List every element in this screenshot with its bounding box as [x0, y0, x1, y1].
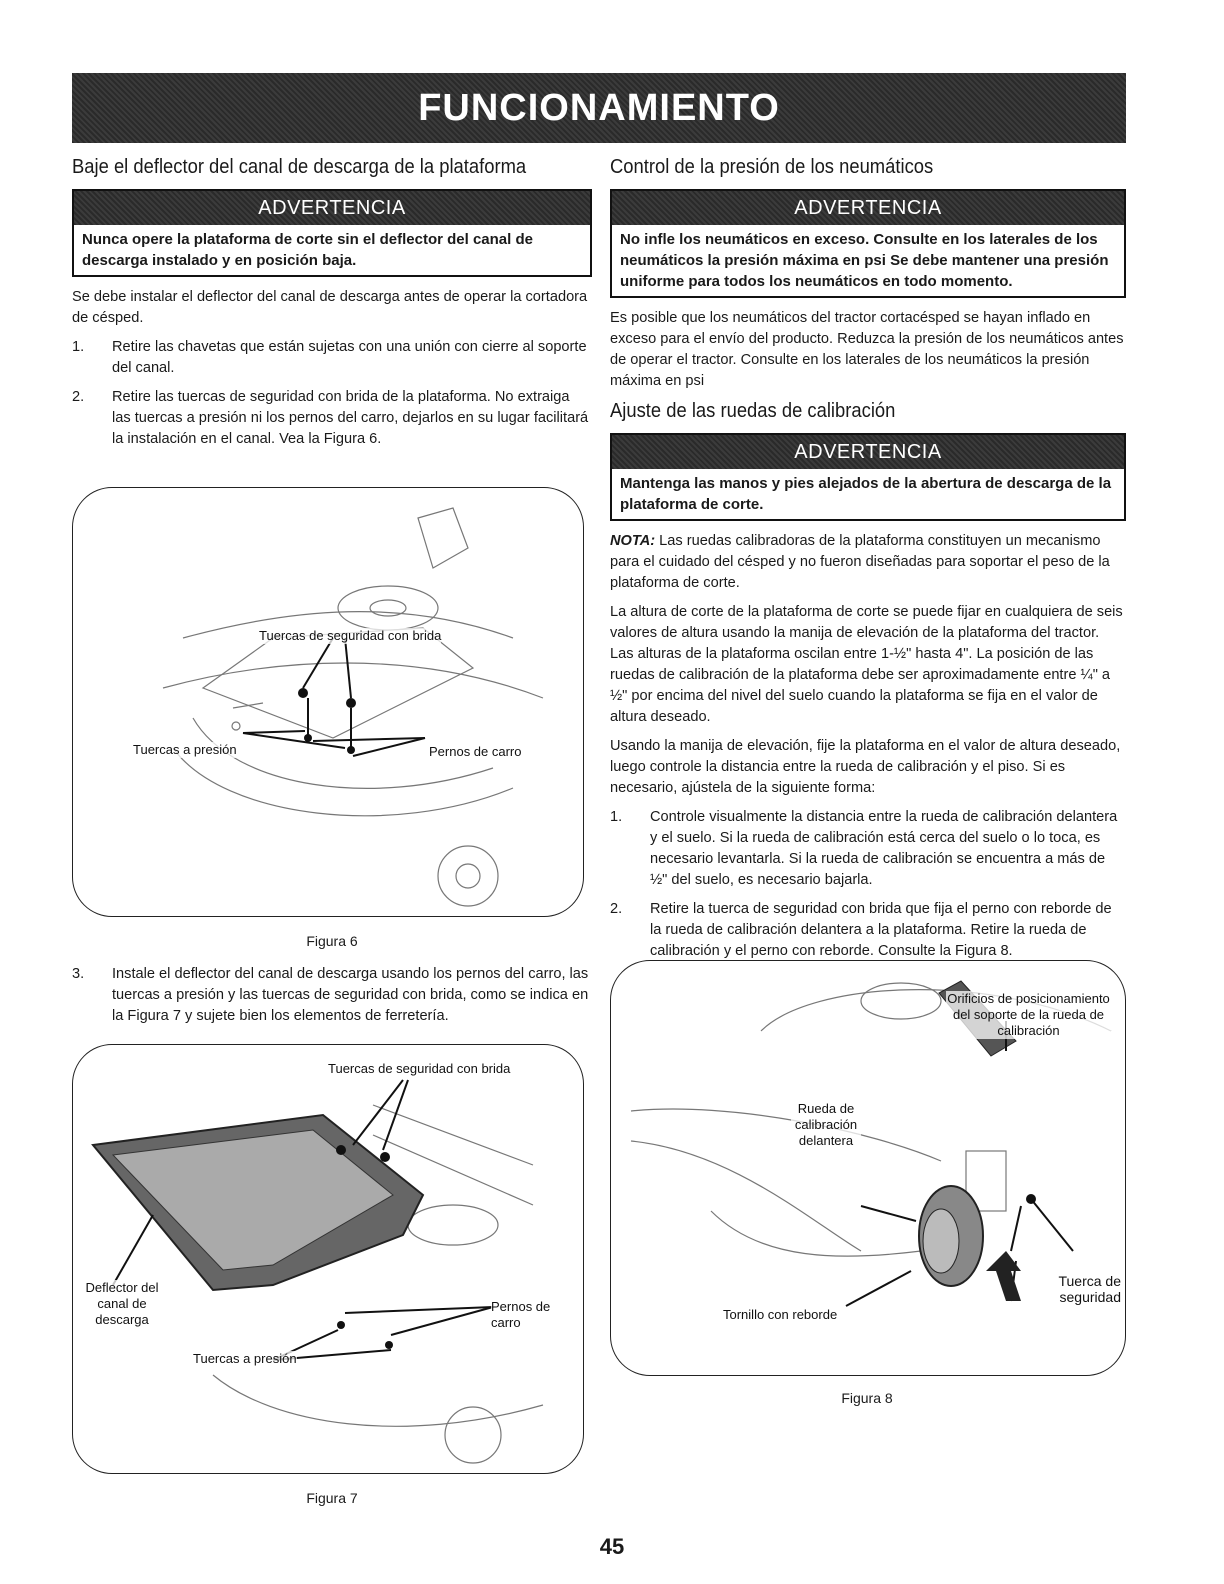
left-column — [72, 156, 592, 458]
left-warning-head: ADVERTENCIA — [74, 191, 590, 225]
right-step-2 — [610, 899, 1126, 962]
figure-7 — [72, 1044, 584, 1474]
left-intro: Se debe instalar el deflector del canal de descarga antes de operar la cortadora de césped. — [72, 289, 588, 326]
press-nut-marker — [304, 734, 312, 742]
left-step-1 — [72, 337, 592, 379]
fig8-label-wheel: Rueda de calibración delantera — [791, 1101, 861, 1149]
fig6-label-press-nuts: Tuercas a presión — [133, 742, 237, 757]
nota-text: Las ruedas calibradoras de la plataforma constituyen un mecanismo para el cuidado del césped y no fueron diseñadas para soportar el peso de la plataforma de corte. — [610, 533, 1110, 591]
fig8-label-nut: Tuerca de seguridad — [1051, 1273, 1121, 1305]
section-banner: FUNCIONAMIENTO — [72, 73, 1126, 143]
right-column — [610, 156, 1126, 970]
flange-nut-marker — [346, 698, 356, 708]
right-nota — [610, 531, 1126, 594]
left-warning-box — [72, 189, 592, 277]
step-text: Retire las tuercas de seguridad con brida de la plataforma. No extraiga las tuercas a presión ni los pernos del carro, dejarlos en su lugar facilitará la instalación en el canal. Vea la Figura 6. — [112, 389, 589, 447]
figure-7-illustration — [73, 1045, 583, 1473]
step-number: 1. — [610, 809, 623, 825]
step-number: 2. — [72, 389, 85, 405]
right-para-1: Es posible que los neumáticos del tractor cortacésped se hayan inflado en exceso para el envío del producto. Reduzca la presión de los neumáticos antes de operar el tractor. Consulte en los laterales de los neumáticos la presión máxima en psi — [610, 310, 1124, 389]
right-warning-head-1: ADVERTENCIA — [612, 191, 1124, 225]
right-warning-head-2: ADVERTENCIA — [612, 435, 1124, 469]
right-step-1 — [610, 807, 1126, 891]
fig6-label-flange-nuts: Tuercas de seguridad con brida — [259, 628, 442, 643]
nota-label: NOTA: — [610, 533, 656, 549]
figure-6 — [72, 487, 584, 917]
press-nut-marker — [347, 746, 355, 754]
figure-8-caption: Figura 8 — [841, 1390, 893, 1406]
flange-nut-marker — [380, 1152, 390, 1162]
step-number: 3. — [72, 966, 85, 982]
figure-7-caption: Figura 7 — [306, 1490, 358, 1506]
right-warning-text-2: Mantenga las manos y pies alejados de la abertura de descarga de la plataforma de corte. — [620, 475, 1112, 513]
right-heading-tire-pressure: Control de la presión de los neumáticos — [610, 156, 934, 178]
step-text: Instale el deflector del canal de descarga usando los pernos del carro, las tuercas a presión y las tuercas de seguridad con brida, como se indica en la Figura 7 y sujete bien los elementos de ferretería. — [112, 966, 589, 1024]
right-para-2: La altura de corte de la plataforma de corte se puede fijar en cualquiera de seis valores de altura usando la manija de elevación de la plataforma del tractor. Las alturas de la plataforma oscilan entre 1-½" hasta 4". La posición de las ruedas de calibración de la plataforma debe ser aproximadamente entre ¼" a ½" por encima del nivel del suelo cuando la plataforma se fija en el valor de altura deseado. — [610, 604, 1123, 725]
right-para-3: Usando la manija de elevación, fije la plataforma en el valor de altura deseado, luego controle la distancia entre la rueda de calibración y el piso. Si es necesario, ajústela de la siguiente forma: — [610, 738, 1121, 796]
page-number: 45 — [599, 1534, 625, 1559]
fig7-label-flange-nuts: Tuercas de seguridad con brida — [328, 1061, 511, 1076]
right-warning-box-2 — [610, 433, 1126, 521]
left-step-3 — [72, 964, 592, 1027]
step-number: 1. — [72, 339, 85, 355]
flange-nut-marker — [336, 1145, 346, 1155]
fig7-label-deflector: Deflector del canal de descarga — [83, 1280, 161, 1328]
figure-8 — [610, 960, 1126, 1376]
press-nut-marker — [385, 1341, 393, 1349]
right-warning-text-1: No infle los neumáticos en exceso. Consulte en los laterales de los neumáticos la presión máxima en psi Se debe mantener una presión uniforme para todos los neumáticos en todo momento. — [620, 231, 1109, 290]
left-step-2 — [72, 387, 592, 450]
step-text: Retire la tuerca de seguridad con brida que fija el perno con reborde de la rueda de calibración delantera a la plataforma. Retire la rueda de calibración y el perno con reborde. Consulte la Figura 8. — [650, 901, 1112, 959]
fig8-label-holes: Orificios de posicionamiento del soporte de la rueda de calibración — [947, 991, 1110, 1038]
lock-nut-marker — [1026, 1194, 1036, 1204]
step-number: 2. — [610, 901, 623, 917]
figure-6-caption: Figura 6 — [306, 933, 358, 949]
right-warning-box-1 — [610, 189, 1126, 298]
step-text: Controle visualmente la distancia entre la rueda de calibración delantera y el suelo. Si la rueda de calibración está cerca del suelo o lo toca, es necesario levantarla. Si la rueda de calibración se encuentra a más de ½" del suelo, es necesario bajarla. — [650, 809, 1118, 888]
fig6-label-carriage-bolts: Pernos de carro — [429, 744, 522, 759]
right-heading-gauge-wheels: Ajuste de las ruedas de calibración — [610, 400, 896, 422]
figure-6-illustration — [73, 488, 583, 916]
left-heading: Baje el deflector del canal de descarga de la plataforma — [72, 156, 527, 178]
step-text: Retire las chavetas que están sujetas con una unión con cierre al soporte del canal. — [112, 339, 587, 376]
fig7-label-press-nuts: Tuercas a presión — [193, 1351, 297, 1366]
fig7-label-carriage-bolts: Pernos de carro — [491, 1299, 583, 1331]
flange-nut-marker — [298, 688, 308, 698]
left-warning-text: Nunca opere la plataforma de corte sin el deflector del canal de descarga instalado y en posición baja. — [82, 231, 533, 269]
press-nut-marker — [337, 1321, 345, 1329]
fig8-label-bolt: Tornillo con reborde — [723, 1307, 838, 1322]
